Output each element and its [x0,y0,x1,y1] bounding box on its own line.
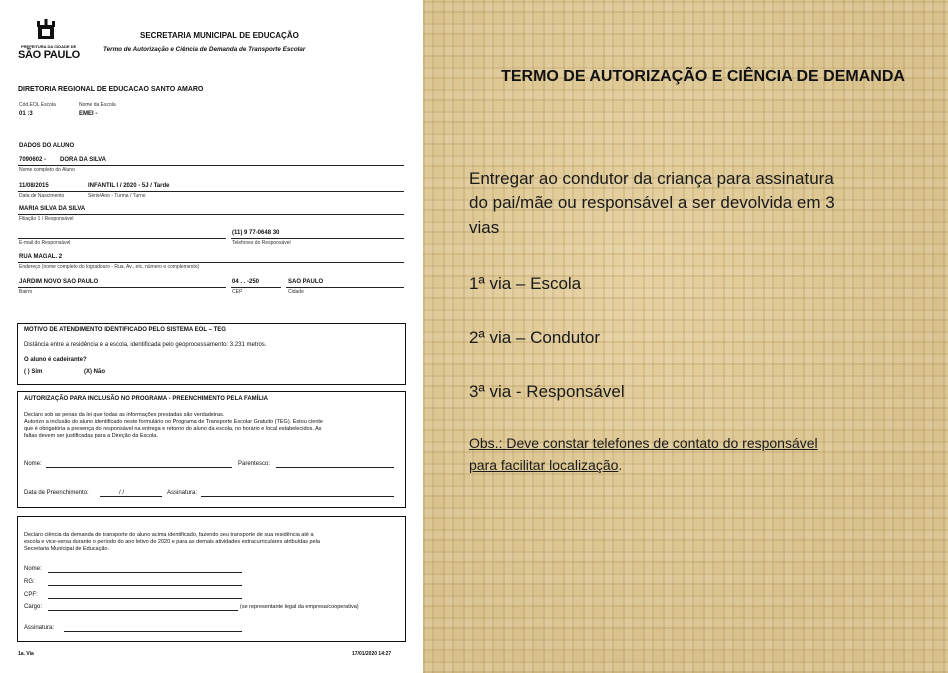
email-label: E-mail do Responsável [19,240,71,246]
autorizacao-text-1: Declaro sob as penas da lei que todas as informações prestadas são verdadeiras. [24,412,225,418]
autorizacao-text-4: faltas devem ser justificadas para a Direção da Escola. [24,433,158,439]
ciencia-nome-label: Nome: [24,566,42,572]
instruction-line-1: Entregar ao condutor da criança para assinatura [469,169,834,188]
via-condutor: 2ª via – Condutor [469,328,601,347]
via-responsavel: 3ª via - Responsável [469,382,625,401]
obs-line-2-text: para facilitar localização [469,457,619,473]
motivo-text: Distância entre a residência e a escola, identificada pelo geoprocessamento: 3.231 metros. [24,342,267,348]
bairro-label: Bairro [19,289,33,295]
bairro-value: JARDIM NOVO SAO PAULO [19,279,99,285]
cadeirante-nao[interactable]: (X) Não [84,369,105,375]
obs-period: . [618,457,623,473]
endereco-value: RUA MAGAL. 2 [19,254,63,260]
filiacao-label: Filiação 1 / Responsável [19,216,74,222]
autorizacao-text-3: que é obrigatória a presença do responsável na entrega e retorno do aluno da escola, no horário e local estabelecidos. As [24,426,322,432]
aluno-nome: DORA DA SILVA [60,157,106,163]
ciencia-rg-field[interactable] [48,585,242,586]
data-field[interactable]: / / [119,490,125,496]
ciencia-cpf-field[interactable] [48,598,242,599]
cadeirante-question: O aluno é cadeirante? [24,357,87,363]
ciencia-text-1: Declaro ciência da demanda de transporte do aluno acima identificado, fazendo seu transporte de sua residência até a [24,532,314,538]
ciencia-cargo-note: (se representante legal da empresa/cooperativa) [240,604,359,610]
footer-date: 17/01/2020 14:27 [352,651,392,657]
serie-label: Série/Ano - Turma / Turno [88,193,146,199]
aluno-nome-label: Nome completo do Aluno [19,167,75,173]
nome-label: Nome: [24,461,42,467]
ciencia-rg-label: RG: [24,579,35,585]
data-label: Data de Preenchimento: [24,490,89,496]
seal-text: PREFEITURA DA CIDADE DE [21,44,77,49]
cod-eol-value: 01 :3 [19,111,33,117]
ciencia-cargo-field[interactable] [48,610,238,611]
nome-escola-label: Nome da Escola [79,102,116,108]
cidade-value: SAO PAULO [288,279,324,285]
serie-value: INFANTIL I / 2020 - 5J / Tarde [88,183,170,189]
ciencia-nome-field[interactable] [48,572,242,573]
footer-via: 1a. Via [18,651,34,657]
parentesco-label: Parentesco: [238,461,271,467]
endereco-label: Endereço (nome completo do logradouro - Rua, Av., etc, número e complemento) [19,264,200,270]
nascimento-label: Data de Nascimento [19,193,65,199]
instruction-line-3: vias [469,218,500,237]
ciencia-cargo-label: Cargo: [24,604,43,610]
autorizacao-title: AUTORIZAÇÃO PARA INCLUSÃO NO PROGRAMA - PREENCHIMENTO PELA FAMÍLIA [24,396,269,402]
aluno-codigo: 7090602 - [19,157,47,163]
instruction-panel [423,0,948,673]
form-subtitle: Termo de Autorização e Ciência de Demanda de Transporte Escolar [103,46,306,53]
via-escola: 1ª via – Escola [469,274,582,293]
filiacao-value: MARIA SILVA DA SILVA [19,206,86,212]
motivo-title: MOTIVO DE ATENDIMENTO IDENTIFICADO PELO SISTEMA EOL – TEG [24,327,226,333]
assinatura-field[interactable] [201,496,394,497]
secretaria-title: SECRETARIA MUNICIPAL DE EDUCAÇÃO [140,31,299,40]
city-seal-icon [33,17,59,43]
diretoria: DIRETORIA REGIONAL DE EDUCACAO SANTO AMARO [18,86,204,93]
autorizacao-text-2: Autorizo a inclusão do aluno identificado neste formulário no Programa de Transporte Escolar Gratuito (TEG). Estou ciente [24,419,323,425]
cep-value: 04 . . -250 [232,279,260,285]
obs-line-1-text: Obs.: Deve constar telefones de contato do responsável [469,435,818,451]
dados-aluno-heading: DADOS DO ALUNO [19,143,75,149]
obs-line-2 [469,456,622,475]
cidade-label: Cidade [288,289,304,295]
panel-title: TERMO DE AUTORIZAÇÃO E CIÊNCIA DE DEMANDA [501,68,905,85]
ciencia-assinatura-field[interactable] [64,631,242,632]
telefone-label: Telefones do Responsável [232,240,291,246]
nome-field[interactable] [46,467,232,468]
instruction-line-2: do pai/mãe ou responsável a ser devolvida em 3 [469,193,835,212]
form-document [0,0,423,673]
ciencia-cpf-label: CPF: [24,592,38,598]
cod-eol-label: Cód.EOL Escola [19,102,56,108]
nascimento-value: 11/08/2015 [19,183,49,189]
city-name: SÃO PAULO [18,49,80,61]
assinatura-label: Assinatura: [167,490,198,496]
cep-label: CEP [232,289,243,295]
obs-line-1 [469,434,818,453]
ciencia-text-3: Secretaria Municipal de Educação. [24,546,109,552]
nome-escola-value: EMEI - [79,111,98,117]
ciencia-text-2: escola e vice-versa durante o período do ano letivo de 2020 e para as demais atividades extracurriculares atribuídas pela [24,539,320,545]
cadeirante-sim[interactable]: ( ) Sim [24,369,43,375]
parentesco-field[interactable] [276,467,394,468]
ciencia-assinatura-label: Assinatura: [24,625,55,631]
telefone-value: (11) 9 77-0648 30 [232,230,280,236]
